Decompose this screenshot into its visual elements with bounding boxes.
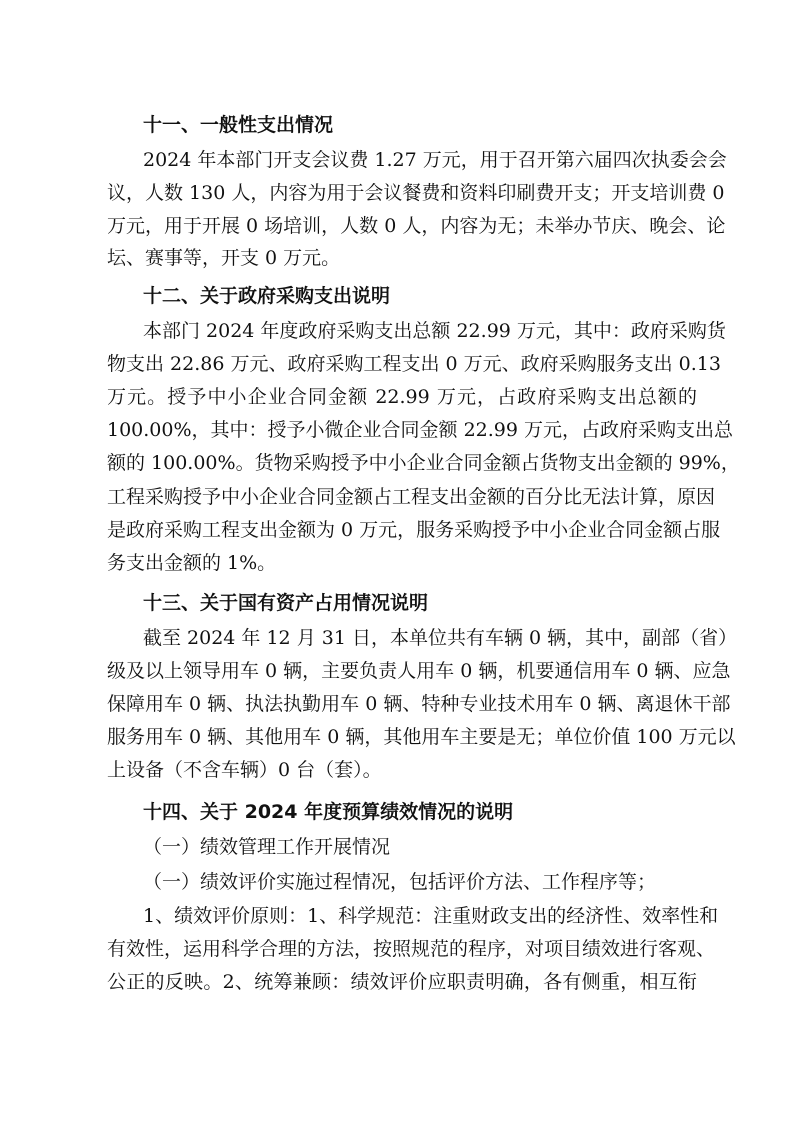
section-11-paragraph-line: 万元，用于开展 0 场培训，人数 0 人，内容为无；未举办节庆、晚会、论	[107, 215, 726, 237]
section-13-paragraph-line: 服务用车 0 辆、其他用车 0 辆，其他用车主要是无；单位价值 100 万元以	[107, 726, 736, 748]
section-13-paragraph-line: 级及以上领导用车 0 辆，主要负责人用车 0 辆，机要通信用车 0 辆、应急	[107, 660, 731, 682]
section-14-paragraph-line: 公正的反映。2、统筹兼顾：绩效评价应职责明确，各有侧重，相互衔	[107, 971, 697, 993]
section-13-paragraph-line: 上设备（不含车辆）0 台（套）。	[107, 759, 382, 781]
section-12-paragraph-line: 100.00%，其中：授予小微企业合同金额 22.99 万元，占政府采购支出总	[107, 419, 734, 441]
section-12-heading: 十二、关于政府采购支出说明	[143, 285, 391, 307]
section-12-paragraph-line: 万元。授予中小企业合同金额 22.99 万元，占政府采购支出总额的	[107, 386, 697, 408]
section-11-paragraph-line: 坛、赛事等，开支 0 万元。	[107, 247, 341, 269]
section-14-subheading: （一）绩效管理工作开展情况	[143, 836, 391, 858]
section-12-paragraph-line: 本部门 2024 年度政府采购支出总额 22.99 万元，其中：政府采购货	[143, 320, 726, 342]
section-14-heading: 十四、关于 2024 年度预算绩效情况的说明	[143, 801, 514, 823]
section-12-paragraph-line: 工程采购授予中小企业合同金额占工程支出金额的百分比无法计算，原因	[107, 486, 716, 508]
section-14-paragraph-line: 有效性，运用科学合理的方法，按照规范的程序，对项目绩效进行客观、	[107, 938, 716, 960]
section-13-paragraph-line: 截至 2024 年 12 月 31 日，本单位共有车辆 0 辆，其中，副部（省）	[143, 627, 738, 649]
section-12-paragraph-line: 务支出金额的 1%。	[107, 552, 277, 574]
section-13-paragraph-line: 保障用车 0 辆、执法执勤用车 0 辆、特种专业技术用车 0 辆、离退休干部	[107, 693, 731, 715]
section-11-paragraph-line: 议，人数 130 人，内容为用于会议餐费和资料印刷费开支；开支培训费 0	[107, 182, 725, 204]
section-11-paragraph-line: 2024 年本部门开支会议费 1.27 万元，用于召开第六届四次执委会会	[143, 149, 727, 171]
section-11-heading: 十一、一般性支出情况	[143, 114, 334, 136]
section-12-paragraph-line: 是政府采购工程支出金额为 0 万元，服务采购授予中小企业合同金额占服	[107, 519, 721, 541]
section-12-paragraph-line: 额的 100.00%。货物采购授予中小企业合同金额占货物支出金额的 99%，	[107, 452, 740, 474]
section-14-paragraph-line: （一）绩效评价实施过程情况，包括评价方法、工作程序等；	[143, 871, 657, 893]
section-13-heading: 十三、关于国有资产占用情况说明	[143, 592, 429, 614]
section-14-paragraph-line: 1、绩效评价原则：1、科学规范：注重财政支出的经济性、效率性和	[143, 905, 719, 927]
section-12-paragraph-line: 物支出 22.86 万元、政府采购工程支出 0 万元、政府采购服务支出 0.13	[107, 353, 721, 375]
